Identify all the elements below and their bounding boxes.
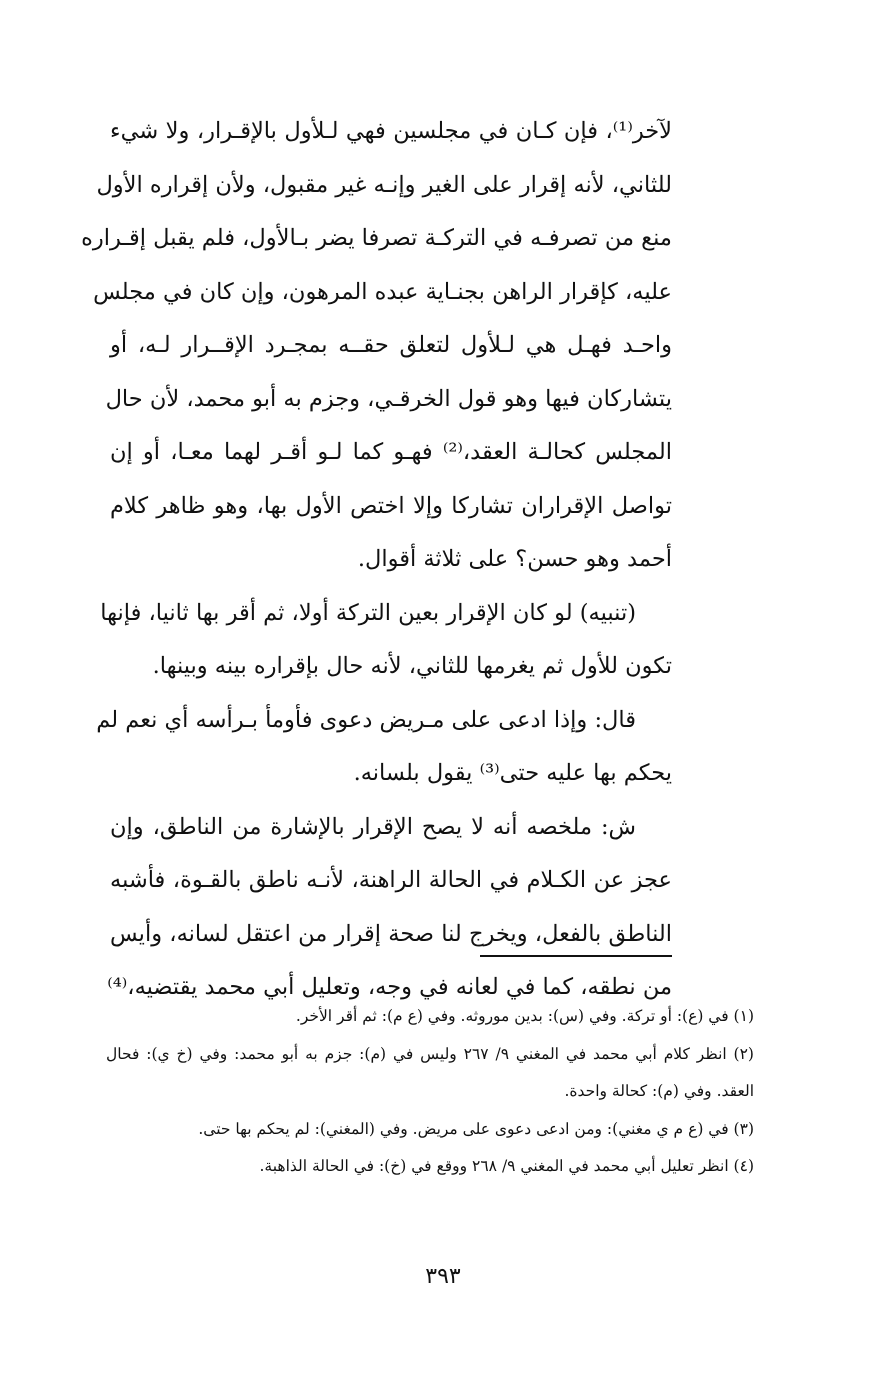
text-line: تكون للأول ثم يغرمها للثاني، لأنه حال بإقراره بينه وبينها. (152, 653, 672, 679)
footnote-line: (٤) انظر تعليل أبي محمد في المغني ٩/ ٢٦٨ ووقع في (خ): في الحالة الذاهبة. (259, 1157, 754, 1175)
text-line: تواصل الإقراران تشاركا وإلا اختص الأول بها، وهو ظاهر كلام (110, 492, 672, 519)
text-line: أحمد وهو حسن؟ على ثلاثة أقوال. (357, 546, 672, 572)
footnote-line: (٢) انظر كلام أبي محمد في المغني ٩/ ٢٦٧ وليس في (م): جزم به أبو محمد: وفي (خ ي): فحال (106, 1044, 754, 1063)
text-line: قال: وإذا ادعى على مـريض دعوى فأومأ بـرأسه أي نعم لم (96, 706, 636, 733)
footnote-line: العقد. وفي (م): كحالة واحدة. (564, 1082, 754, 1100)
text-line: (تنبيه) لو كان الإقرار بعين التركة أولا، ثم أقر بها ثانيا، فإنها (100, 599, 636, 626)
text-line: عليه، كإقرار الراهن بجنـاية عبده المرهون، وإن كان في مجلس (93, 278, 672, 305)
text-line: لآخر⁽¹⁾، فإن كـان في مجلسين فهي لـلأول بالإقـرار، ولا شيء (110, 118, 672, 144)
text-line: منع من تصرفـه في التركـة تصرفا يضر بـالأول، فلم يقبل إقـراره (81, 225, 672, 251)
text-line: الناطق بالفعل، ويخرج لنا صحة إقرار من اعتقل لسانه، وأيس (110, 920, 672, 947)
text-line: المجلس كحالـة العقد،⁽²⁾ فهـو كما لـو أقـر لهما معـا، أو إن (110, 439, 672, 465)
footnote-separator (480, 955, 672, 957)
text-line: من نطقه، كما في لعانه في وجه، وتعليل أبي محمد يقتضيه،⁽⁴⁾ (107, 974, 672, 1000)
footnote-line: (٣) في (ع م ي مغني): ومن ادعى دعوى على مريض. وفي (المغني): لم يحكم بها حتى. (198, 1119, 754, 1138)
text-line: ش: ملخصه أنه لا يصح الإقرار بالإشارة من الناطق، وإن (110, 813, 636, 840)
main-text-block (81, 105, 672, 1015)
text-line: يتشاركان فيها وهو قول الخرقـي، وجزم به أبو محمد، لأن حال (105, 385, 672, 412)
text-line: يحكم بها عليه حتى⁽³⁾ يقول بلسانه. (353, 760, 672, 786)
page-number: ٣٩٣ (425, 1264, 461, 1289)
footnotes-block (106, 998, 754, 1186)
footnote-line: (١) في (ع): أو تركة. وفي (س): بدين موروثه. وفي (ع م): ثم أقر الأخر. (295, 1007, 754, 1025)
text-line: عجز عن الكـلام في الحالة الراهنة، لأنـه ناطق بالقـوة، فأشبه (110, 867, 672, 893)
text-line: للثاني، لأنه إقرار على الغير وإنـه غير مقبول، ولأن إقراره الأول (96, 171, 672, 198)
text-line: واحـد فهـل هي لـلأول لتعلق حقــه بمجـرد الإقــرار لـه، أو (110, 332, 672, 358)
